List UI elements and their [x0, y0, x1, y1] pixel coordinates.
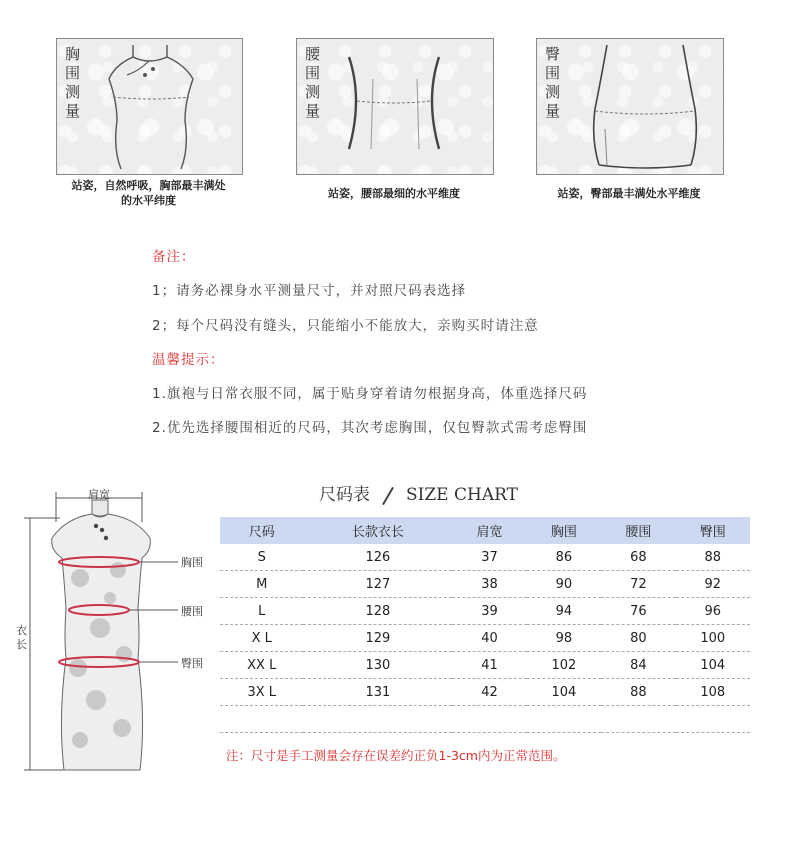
bust-caption — [56, 178, 241, 208]
table-cell: 80 — [601, 625, 675, 652]
table-row — [220, 544, 750, 571]
caption-line: 站姿，腰部最细的水平维度 — [328, 187, 460, 200]
table-row — [220, 571, 750, 598]
table-cell: 72 — [601, 571, 675, 598]
table-cell: 37 — [452, 544, 526, 571]
hip-caption — [536, 186, 722, 201]
table-cell: 68 — [601, 544, 675, 571]
table-header-row — [220, 517, 750, 544]
title-en: SIZE CHART — [406, 485, 518, 505]
table-cell: 128 — [303, 598, 452, 625]
table-cell: 127 — [303, 571, 452, 598]
panel-label: 腰围测量 — [305, 45, 321, 120]
table-cell: 102 — [527, 652, 601, 679]
header-hip: 臀围 — [676, 517, 750, 544]
table-cell: 3X L — [220, 679, 303, 706]
tips-heading: 温馨提示： — [152, 352, 225, 368]
waist-caption — [296, 186, 492, 201]
table-row — [220, 652, 750, 679]
table-cell: 126 — [303, 544, 452, 571]
table-cell — [303, 706, 452, 733]
bust-illustration — [57, 39, 242, 174]
table-cell: 129 — [303, 625, 452, 652]
table-cell: 88 — [676, 544, 750, 571]
panel-label: 胸围测量 — [65, 45, 81, 120]
size-footnote: 注：尺寸是手工测量会存在误差约正负1-3cm内为正常范围。 — [226, 748, 566, 763]
header-size: 尺码 — [220, 517, 303, 544]
table-cell: XX L — [220, 652, 303, 679]
table-cell: 40 — [452, 625, 526, 652]
table-cell: S — [220, 544, 303, 571]
tip-2: 2.优先选择腰围相近的尺码，其次考虑胸围，仅包臀款式需考虑臀围 — [152, 420, 588, 436]
table-row — [220, 625, 750, 652]
shoulder-label: 肩宽 — [88, 488, 110, 501]
title-cn: 尺码表 — [319, 485, 370, 505]
caption-line: 的水平纬度 — [121, 194, 176, 207]
waist-measure-panel — [296, 38, 494, 175]
header-bust: 胸围 — [527, 517, 601, 544]
table-cell — [601, 706, 675, 733]
table-cell — [676, 706, 750, 733]
table-cell: 90 — [527, 571, 601, 598]
waist-label: 腰围 — [181, 605, 203, 618]
table-cell: 84 — [601, 652, 675, 679]
table-cell: 104 — [676, 652, 750, 679]
dress-diagram — [0, 478, 215, 788]
table-row — [220, 679, 750, 706]
caption-line: 站姿，臀部最丰满处水平维度 — [557, 187, 701, 200]
remark-2: 2；每个尺码没有缝头，只能缩小不能放大，亲购买时请注意 — [152, 318, 539, 334]
table-cell: 42 — [452, 679, 526, 706]
table-cell: 100 — [676, 625, 750, 652]
table-cell: L — [220, 598, 303, 625]
table-cell — [452, 706, 526, 733]
table-cell: M — [220, 571, 303, 598]
table-cell: 130 — [303, 652, 452, 679]
table-cell: 38 — [452, 571, 526, 598]
table-row-empty — [220, 706, 750, 733]
remark-heading: 备注： — [152, 249, 196, 265]
table-cell: 131 — [303, 679, 452, 706]
hip-label: 臀围 — [181, 657, 203, 670]
hip-illustration — [537, 39, 723, 174]
header-waist: 腰围 — [601, 517, 675, 544]
table-cell: 39 — [452, 598, 526, 625]
table-cell: 98 — [527, 625, 601, 652]
panel-label: 臀围测量 — [545, 45, 561, 120]
table-cell: 41 — [452, 652, 526, 679]
table-cell: 108 — [676, 679, 750, 706]
waist-illustration — [297, 39, 493, 174]
table-cell: 76 — [601, 598, 675, 625]
table-cell: 96 — [676, 598, 750, 625]
tip-1: 1.旗袍与日常衣服不同，属于贴身穿着请勿根据身高，体重选择尺码 — [152, 386, 588, 402]
length-label: 衣长 — [16, 624, 27, 651]
size-table — [220, 517, 750, 733]
title-divider — [382, 486, 394, 504]
table-cell: 104 — [527, 679, 601, 706]
table-cell: X L — [220, 625, 303, 652]
header-length: 长款衣长 — [303, 517, 452, 544]
table-cell: 86 — [527, 544, 601, 571]
caption-line: 站姿，自然呼吸，胸部最丰满处 — [71, 179, 226, 192]
size-chart-title — [319, 480, 518, 505]
bust-measure-panel — [56, 38, 243, 175]
header-shoulder: 肩宽 — [452, 517, 526, 544]
table-cell — [220, 706, 303, 733]
table-row — [220, 598, 750, 625]
hip-measure-panel — [536, 38, 724, 175]
bust-label: 胸围 — [181, 556, 203, 569]
remark-1: 1；请务必裸身水平测量尺寸，并对照尺码表选择 — [152, 283, 467, 299]
table-cell: 94 — [527, 598, 601, 625]
table-cell: 92 — [676, 571, 750, 598]
table-cell — [527, 706, 601, 733]
table-cell: 88 — [601, 679, 675, 706]
